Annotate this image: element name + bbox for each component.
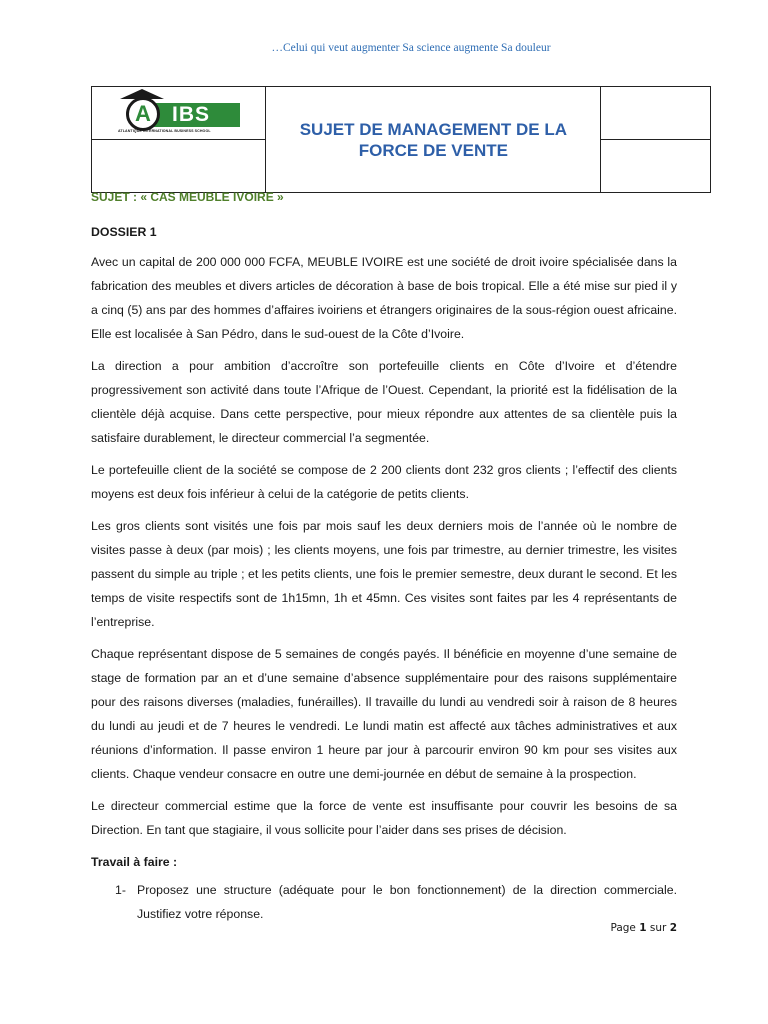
logo-text: IBS — [146, 103, 240, 127]
logo-cell — [92, 87, 266, 140]
header-quote: …Celui qui veut augmenter Sa science augmente Sa douleur — [271, 42, 551, 54]
logo-letter: A — [126, 97, 160, 131]
task-item — [115, 878, 677, 926]
logo-subtitle: ATLANTIQUE INTERNATIONAL BUSINESS SCHOOL — [118, 129, 211, 133]
paragraph: Chaque représentant dispose de 5 semaines de congés payés. Il bénéficie en moyenne d’une semaine de stage de formation par an et d’une semaine d’absence supplémentaire pour des raisons supplémentaire pour des raisons diverses (maladies, funérailles). Il travaille du lundi au vendredi soir à raison de 8 heures du lundi au jeudi et de 7 heures le vendredi. Le lundi matin est affecté aux tâches administratives et aux réunions d’information. Il passe environ 1 heure par jour à parcourir environ 90 km pour ses visites aux clients. Chaque vendeur consacre en outre une demi-journée en début de semaine à la prospection. — [91, 647, 677, 781]
paragraph: Le portefeuille client de la société se compose de 2 200 clients dont 232 gros clients ; l’effectif des clients moyens est deux fois inférieur à celui de la catégorie de petits clients. — [91, 463, 677, 501]
task-text: Proposez une structure (adéquate pour le bon fonctionnement) de la direction commerciale. Justifiez votre réponse. — [137, 883, 677, 921]
document-body — [91, 188, 677, 926]
paragraph: La direction a pour ambition d’accroître son portefeuille clients en Côte d’Ivoire et d’étendre progressivement son activité dans toute l’Afrique de l’Ouest. Cependant, la priorité est la fidélisation de la clientèle déjà acquise. Dans cette perspective, pour mieux répondre aux attentes de sa clientèle puis la satisfaire durablement, le directeur commercial l’a segmentée. — [91, 359, 677, 445]
title-line-1: SUJET DE MANAGEMENT DE LA — [299, 119, 567, 139]
page-number: 1 — [639, 922, 647, 934]
subject-heading: SUJET : « CAS MEUBLE IVOIRE » — [91, 190, 284, 204]
dossier-heading: DOSSIER 1 — [91, 225, 157, 239]
paragraph: Avec un capital de 200 000 000 FCFA, MEUBLE IVOIRE est une société de droit ivoire spécialisée dans la fabrication des meubles et divers articles de décoration à base de bois tropical. Elle a été mise sur pied il y a cinq (5) ans par des hommes d’affaires ivoiriens et étrangers originaires de la sous-région ouest africaine. Elle est localisée à San Pédro, dans le sud-ouest de la Côte d’Ivoire. — [91, 255, 677, 341]
task-heading: Travail à faire : — [91, 855, 178, 869]
ibs-logo — [118, 93, 244, 133]
page-footer — [610, 922, 677, 934]
right-cell-bottom — [601, 140, 711, 193]
task-number: 1- — [115, 883, 126, 897]
document-title — [266, 87, 601, 193]
paragraph: Les gros clients sont visités une fois par mois sauf les deux derniers mois de l’année où le nombre de visites passe à deux (par mois) ; les clients moyens, une fois par trimestre, au dernier trimestre, les visites passent du simple au triple ; et les petits clients, une fois le premier semestre, deux durant le second. Et les temps de visite respectifs sont de 1h15mn, 1h et 45mn. Ces visites sont faites par les 4 représentants de l’entreprise. — [91, 519, 677, 629]
page-total: 2 — [669, 922, 677, 934]
left-cell-bottom — [92, 140, 266, 193]
of-word: sur — [649, 922, 667, 934]
page-word: Page — [610, 922, 636, 934]
right-cell-top — [601, 87, 711, 140]
paragraph: Le directeur commercial estime que la force de vente est insuffisante pour couvrir les besoins de sa Direction. En tant que stagiaire, il vous sollicite pour l’aider dans ses prises de décision. — [91, 799, 677, 837]
title-line-2: FORCE DE VENTE — [358, 140, 508, 160]
header-table — [91, 86, 711, 193]
